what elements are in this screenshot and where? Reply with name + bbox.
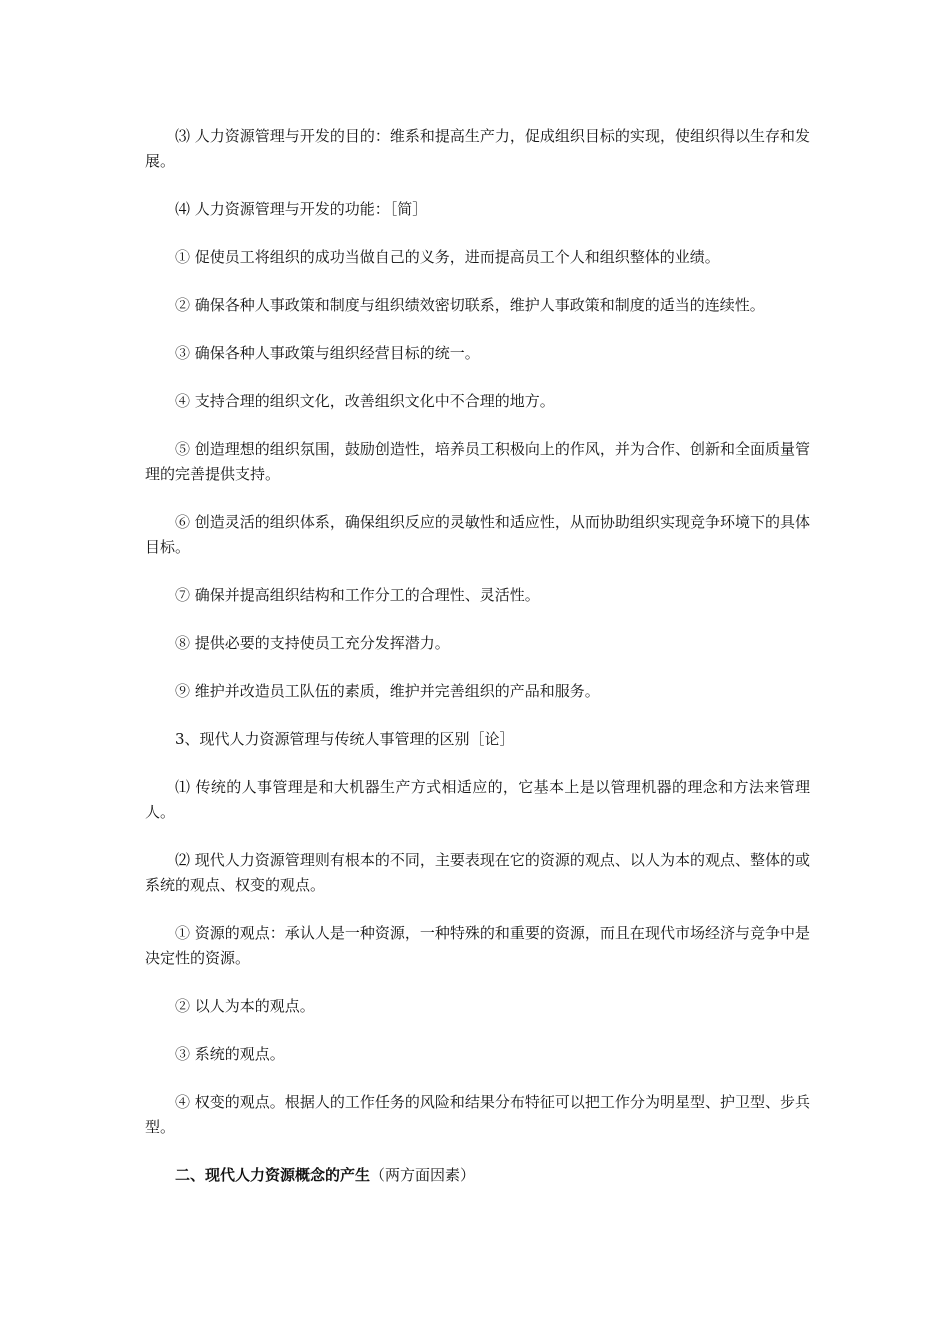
paragraph-functions-title: ⑷ 人力资源管理与开发的功能：［简］	[175, 200, 428, 218]
document-body	[145, 124, 810, 1188]
paragraph-resource-view: ① 资源的观点：承认人是一种资源，一种特殊的和重要的资源，而且在现代市场经济与竞争中是决定性的资源。	[145, 924, 810, 967]
paragraph-people-oriented: ② 以人为本的观点。	[175, 997, 315, 1015]
paragraph-contingency-view: ④ 权变的观点。根据人的工作任务的风险和结果分布特征可以把工作分为明星型、护卫型、步兵型。	[145, 1093, 810, 1136]
paragraph-modern: ⑵ 现代人力资源管理则有根本的不同，主要表现在它的资源的观点、以人为本的观点、整体的或系统的观点、权变的观点。	[145, 851, 810, 894]
paragraph-function-1: ① 促使员工将组织的成功当做自己的义务，进而提高员工个人和组织整体的业绩。	[175, 248, 720, 266]
paragraph-function-4: ④ 支持合理的组织文化，改善组织文化中不合理的地方。	[175, 392, 555, 410]
paragraph-system-view: ③ 系统的观点。	[175, 1045, 285, 1063]
paragraph-function-7: ⑦ 确保并提高组织结构和工作分工的合理性、灵活性。	[175, 586, 540, 604]
paragraph-traditional: ⑴ 传统的人事管理是和大机器生产方式相适应的，它基本上是以管理机器的理念和方法来管理人。	[145, 778, 810, 821]
paragraph-function-5: ⑤ 创造理想的组织氛围，鼓励创造性，培养员工积极向上的作风，并为合作、创新和全面质量管理的完善提供支持。	[145, 440, 810, 483]
heading-note-text: （两方面因素）	[370, 1166, 476, 1184]
paragraph-function-6: ⑥ 创造灵活的组织体系，确保组织反应的灵敏性和适应性，从而协助组织实现竞争环境下的具体目标。	[145, 513, 810, 556]
paragraph-function-3: ③ 确保各种人事政策与组织经营目标的统一。	[175, 344, 480, 362]
paragraph-function-2: ② 确保各种人事政策和制度与组织绩效密切联系，维护人事政策和制度的适当的连续性。	[175, 296, 765, 314]
section-title-differences: 3、现代人力资源管理与传统人事管理的区别［论］	[175, 730, 515, 748]
section-heading-concept-origin	[145, 1163, 810, 1188]
paragraph-purpose: ⑶ 人力资源管理与开发的目的：维系和提高生产力，促成组织目标的实现，使组织得以生存和发展。	[145, 127, 810, 170]
paragraph-function-9: ⑨ 维护并改造员工队伍的素质，维护并完善组织的产品和服务。	[175, 682, 600, 700]
heading-bold-text: 二、现代人力资源概念的产生	[175, 1166, 371, 1184]
paragraph-function-8: ⑧ 提供必要的支持使员工充分发挥潜力。	[175, 634, 450, 652]
